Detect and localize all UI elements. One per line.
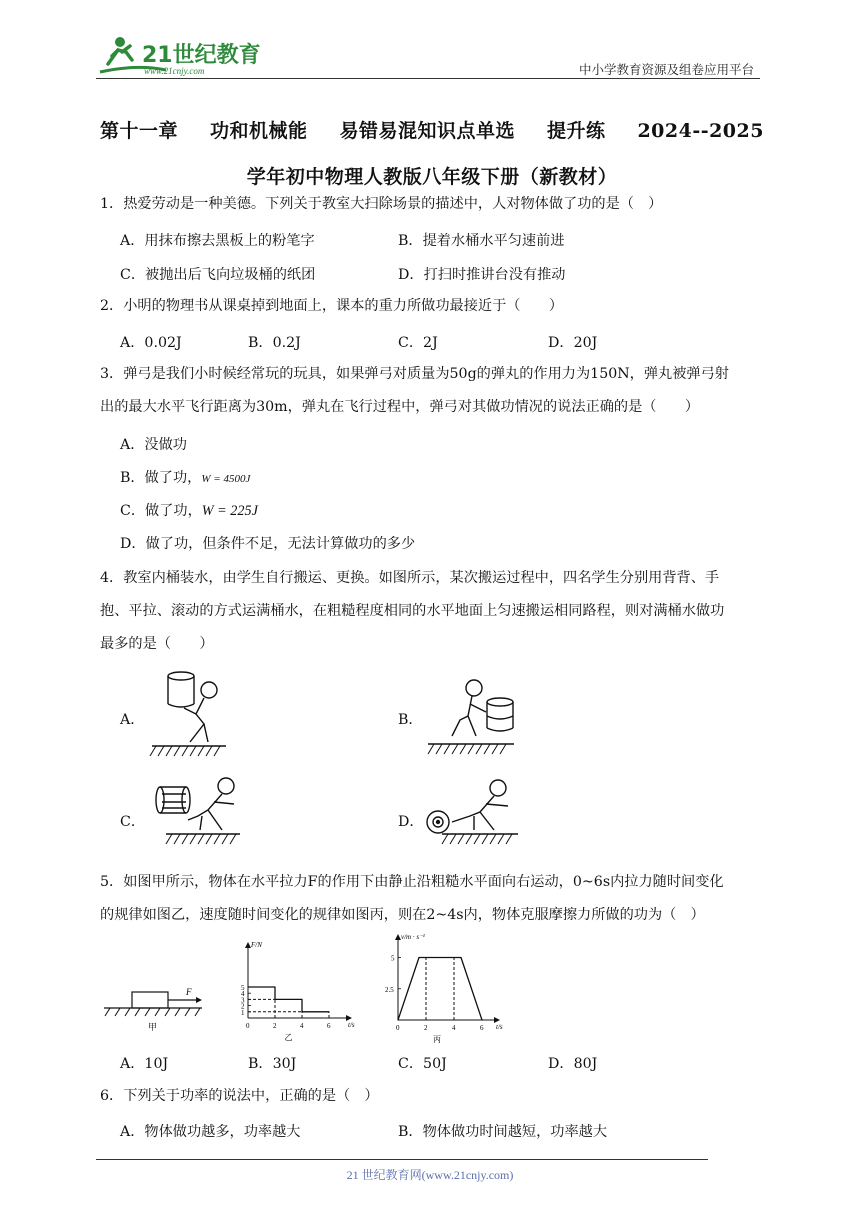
y-tick-label: 5 <box>241 984 245 992</box>
title-level: 提升练 <box>546 120 606 142</box>
data-point <box>274 999 275 1000</box>
question-stem-line1: 3．弹弓是我们小时候经常玩的玩具，如果弹弓对质量为50g的弹丸的作用力为150N，弹丸被弹弓射 <box>100 366 729 382</box>
x-tick-label: 6 <box>480 1024 484 1032</box>
y-tick-label: 4 <box>241 990 245 999</box>
x-tick-label: 0 <box>396 1024 400 1032</box>
x-axis-label: t/s <box>348 1021 355 1029</box>
option-b <box>120 467 250 487</box>
x-tick-label: 4 <box>452 1024 456 1032</box>
figure-rolling <box>422 776 532 858</box>
option-d: D．做了功，但条件不足，无法计算做功的多少 <box>120 536 416 552</box>
data-point <box>328 1011 329 1012</box>
question-stem-line2: 出的最大水平飞行距离为30m，弹丸在飞行过程中，弹弓对其做功情况的说法正确的是（ ） <box>100 399 700 415</box>
figure-back-carry <box>146 668 232 762</box>
data-point <box>301 1011 302 1012</box>
question-3 <box>100 358 766 424</box>
figure-horizontal-pull <box>142 776 252 858</box>
x-tick-label: 6 <box>327 1022 331 1030</box>
formula: W = 225J <box>201 503 258 519</box>
option-d: D．20J <box>548 335 598 351</box>
question-5 <box>100 866 766 932</box>
figure-caption: 丙 <box>433 1035 441 1044</box>
document-title <box>100 108 764 200</box>
x-tick-label: 2 <box>424 1024 428 1032</box>
title-topic: 功和机械能 <box>209 120 308 142</box>
question-stem-line1: 4．教室内桶装水，由学生自行搬运、更换。如图所示，某次搬运过程中，四名学生分别用背背、手 <box>100 570 720 586</box>
option-d: D． <box>398 814 424 830</box>
x-axis-label: t/s <box>496 1023 503 1031</box>
y-tick-label: 2.5 <box>385 985 394 994</box>
title-subtitle: 学年初中物理人教版八年级下册（新教材） <box>246 166 618 188</box>
question-6 <box>100 1080 766 1113</box>
option-b: B．提着水桶水平匀速前进 <box>398 233 565 249</box>
option-a: A． <box>120 712 145 728</box>
title-year: 2024--2025 <box>637 120 764 142</box>
data-point <box>247 986 248 987</box>
question-4 <box>100 562 766 661</box>
footer-divider <box>96 1159 708 1160</box>
option-a: A．没做功 <box>120 437 187 453</box>
logo-url: www.21cnjy.com <box>144 66 205 76</box>
option-b: B．30J <box>248 1056 297 1072</box>
figure-caption-jia: 甲 <box>148 1022 158 1032</box>
question-stem-line2: 的规律如图乙，速度随时间变化的规律如图丙，则在2~4s内，物体克服摩擦力所做的功为（ ） <box>100 907 705 923</box>
option-c: C．2J <box>398 335 438 351</box>
option-b: B． <box>398 712 423 728</box>
option-d: D．80J <box>548 1056 598 1072</box>
x-tick-label: 2 <box>273 1022 277 1030</box>
data-point <box>481 1019 482 1020</box>
series-segment <box>461 958 482 1021</box>
option-text: B．做了功， <box>120 470 202 486</box>
header-divider <box>96 78 760 79</box>
data-point <box>460 957 461 958</box>
option-c: C．被抛出后飞向垃圾桶的纸团 <box>120 267 316 283</box>
formula: W = 4500J <box>201 473 251 485</box>
x-tick-label: 0 <box>246 1022 250 1030</box>
option-b: B．0.2J <box>248 335 301 351</box>
question-stem-line2: 抱、平拉、滚动的方式运满桶水，在粗糙程度相同的水平地面上匀速搬运相同路程，则对满桶水做功 <box>100 603 725 619</box>
figure-hand-carry <box>424 676 520 762</box>
y-axis-label: F/N <box>251 941 262 949</box>
question-1 <box>100 188 766 221</box>
y-tick-label: 1 <box>241 1008 245 1017</box>
question-stem: 2．小明的物理书从课桌掉到地面上，课本的重力所做功最接近于（ ） <box>100 298 564 314</box>
y-axis-label: v/m · s⁻¹ <box>401 933 425 941</box>
force-label: F <box>186 987 192 997</box>
x-tick-label: 4 <box>300 1022 304 1030</box>
option-c: C． <box>120 814 146 830</box>
figure-caption: 乙 <box>284 1033 293 1042</box>
question-stem: 6．下列关于功率的说法中，正确的是（ ） <box>100 1088 379 1104</box>
question-2 <box>100 290 766 323</box>
option-a: A．用抹布擦去黑板上的粉笔字 <box>120 233 315 249</box>
option-a: A．10J <box>120 1056 169 1072</box>
option-a: A．0.02J <box>120 335 182 351</box>
question-stem-line3: 最多的是（ ） <box>100 636 214 652</box>
option-a: A．物体做功越多，功率越大 <box>120 1124 301 1140</box>
y-tick-label: 2 <box>241 1002 245 1011</box>
option-d: D．打扫时推讲台没有推动 <box>398 267 566 283</box>
option-c <box>120 500 258 520</box>
option-text: C．做了功， <box>120 503 202 519</box>
option-b: B．物体做功时间越短，功率越大 <box>398 1124 608 1140</box>
series-segment <box>398 958 419 1021</box>
figure-block-force <box>100 982 210 1038</box>
data-point <box>418 957 419 958</box>
force-time-chart <box>226 936 372 1046</box>
site-logo <box>96 34 266 78</box>
footer-text: 21 世纪教育网(www.21cnjy.com) <box>346 1168 514 1182</box>
data-point <box>301 999 302 1000</box>
title-type: 易错易混知识点单选 <box>339 120 515 142</box>
data-point <box>274 986 275 987</box>
y-tick-label: 3 <box>241 996 245 1005</box>
y-tick-label: 5 <box>391 954 395 963</box>
velocity-time-chart <box>370 930 516 1046</box>
data-point <box>397 1019 398 1020</box>
question-stem-line1: 5．如图甲所示，物体在水平拉力F的作用下由静止沿粗糙水平面向右运动，0~6s内拉力随时间变化 <box>100 874 724 890</box>
option-c: C．50J <box>398 1056 447 1072</box>
title-chapter: 第十一章 <box>100 120 179 142</box>
question-stem: 1．热爱劳动是一种美德。下列关于教室大扫除场景的描述中，人对物体做了功的是（ ） <box>100 196 663 212</box>
platform-name: 中小学教育资源及组卷应用平台 <box>578 62 754 77</box>
logo-text: 21世纪教育 <box>142 43 261 68</box>
